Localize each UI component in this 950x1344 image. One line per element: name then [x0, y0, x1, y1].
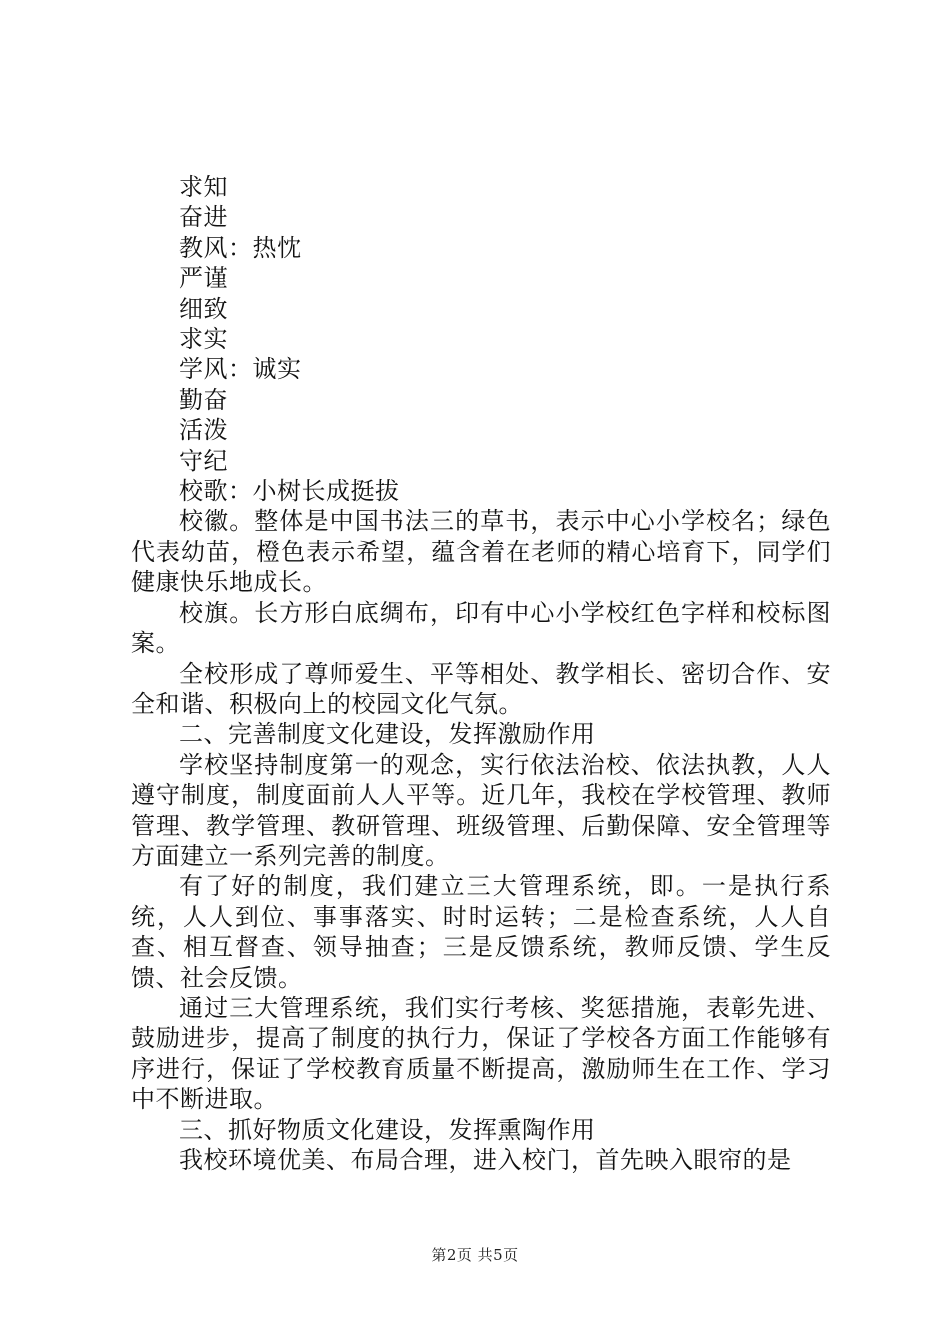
paragraph: 有了好的制度，我们建立三大管理系统，即。一是执行系统，人人到位、事事落实、时时运转；二是检查系统，人人自查、相互督查、领导抽查；三是反馈系统，教师反馈、学生反馈、社会反馈。: [131, 872, 831, 992]
section-heading: 三、抓好物质文化建设，发挥熏陶作用: [179, 1115, 596, 1144]
text-line: 细致: [179, 294, 228, 323]
paragraph: 校旗。长方形白底绸布，印有中心小学校红色字样和校标图案。: [131, 598, 831, 658]
paragraph: 我校环境优美、布局合理，进入校门，首先映入眼帘的是: [179, 1146, 792, 1174]
text-line: 求实: [179, 325, 228, 354]
paragraph: 校徽。整体是中国书法三的草书，表示中心小学校名；绿色代表幼苗，橙色表示希望，蕴含着在老师的精心培育下，同学们健康快乐地成长。: [131, 507, 831, 597]
paragraph: 学校坚持制度第一的观念，实行依法治校、依法执教，人人遵守制度，制度面前人人平等。近几年，我校在学校管理、教师管理、教学管理、教研管理、班级管理、后勤保障、安全管理等方面建立一系列完善的制度。: [131, 750, 831, 870]
section-heading: 二、完善制度文化建设，发挥激励作用: [179, 720, 596, 749]
page-footer: 第2页 共5页: [431, 1246, 519, 1264]
text-line: 活泼: [179, 416, 228, 445]
text-line: 教风：热忱: [179, 233, 302, 262]
text-line: 学风：诚实: [179, 355, 302, 384]
paragraph: 通过三大管理系统，我们实行考核、奖惩措施，表彰先进、鼓励进步，提高了制度的执行力，保证了学校各方面工作能够有序进行，保证了学校教育质量不断提高，激励师生在工作、学习中不断进取。: [131, 993, 831, 1114]
paragraph: 全校形成了尊师爱生、平等相处、教学相长、密切合作、安全和谐、积极向上的校园文化气氛。: [131, 659, 831, 718]
document-body: [131, 172, 831, 1175]
text-line: 奋进: [179, 203, 228, 232]
text-line: 守纪: [179, 446, 228, 475]
text-line: 求知: [179, 173, 228, 201]
text-line: 校歌：小树长成挺拔: [179, 477, 400, 506]
text-line: 勤奋: [179, 385, 228, 414]
text-line: 严谨: [179, 264, 228, 293]
